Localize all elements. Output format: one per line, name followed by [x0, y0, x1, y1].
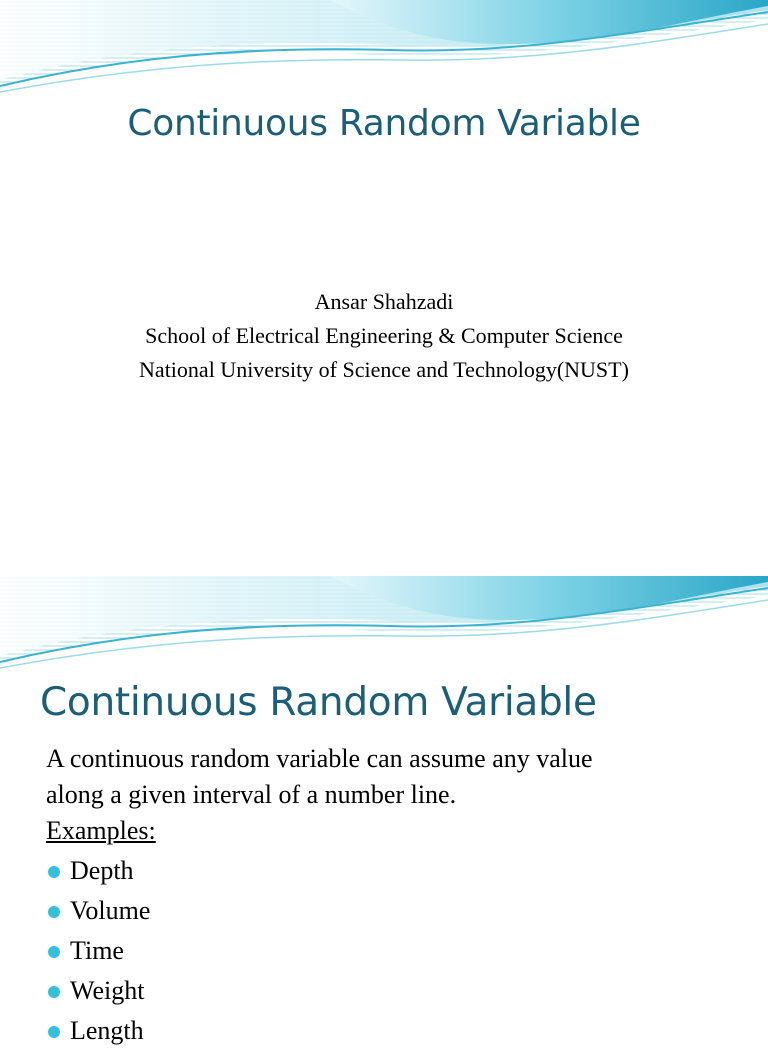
slide-title: Continuous Random Variable — [40, 680, 597, 725]
bullet-text: Weight — [70, 976, 145, 1005]
bullet-text: Time — [70, 936, 124, 965]
examples-heading: Examples: — [46, 816, 156, 845]
intro-line-1: A continuous random variable can assume any value — [46, 744, 593, 773]
bullet-dot-icon — [48, 866, 60, 878]
bullet-dot-icon — [48, 906, 60, 918]
slide-body — [46, 741, 746, 1051]
school-name: School of Electrical Engineering & Computer Science — [145, 323, 623, 348]
content-slide — [0, 576, 768, 1045]
author-block — [0, 285, 768, 387]
list-item — [46, 1011, 746, 1051]
bullet-text: Depth — [70, 856, 134, 885]
slide-title: Continuous Random Variable — [127, 103, 641, 144]
bullet-dot-icon — [48, 1026, 60, 1038]
list-item — [46, 851, 746, 891]
intro-line-2: along a given interval of a number line. — [46, 780, 457, 809]
list-item — [46, 931, 746, 971]
bullet-dot-icon — [48, 986, 60, 998]
bullet-dot-icon — [48, 946, 60, 958]
university-name: National University of Science and Technology(NUST) — [139, 357, 629, 382]
examples-list — [46, 851, 746, 1051]
bullet-text: Length — [70, 1016, 144, 1045]
wave-banner-icon — [0, 576, 768, 671]
bullet-text: Volume — [70, 896, 151, 925]
list-item — [46, 891, 746, 931]
wave-banner-icon — [0, 0, 768, 95]
author-name: Ansar Shahzadi — [314, 289, 454, 314]
list-item — [46, 971, 746, 1011]
